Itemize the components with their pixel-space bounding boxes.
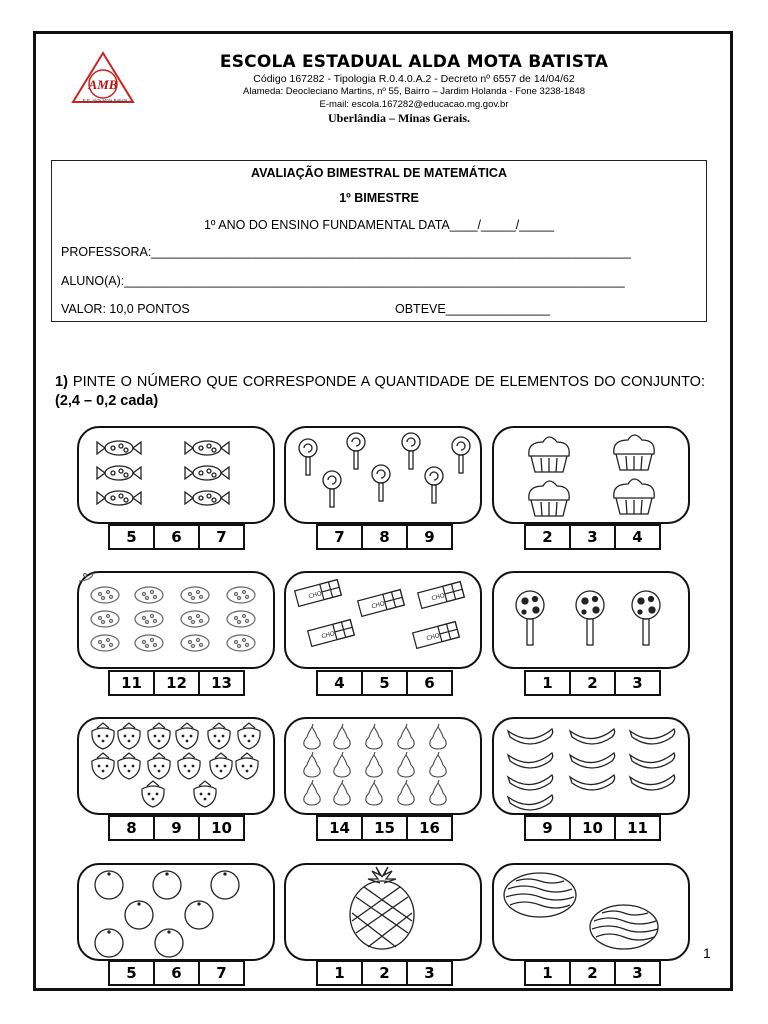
exam-title: AVALIAÇÃO BIMESTRAL DE MATEMÁTICA bbox=[250, 166, 507, 180]
option-cell[interactable]: 5 bbox=[110, 962, 155, 984]
option-cell[interactable]: 7 bbox=[216, 964, 227, 982]
options-set-1 bbox=[108, 524, 245, 550]
option-cell[interactable]: 1 bbox=[526, 962, 571, 984]
svg-text:CHO: CHO bbox=[320, 630, 336, 641]
option-cell[interactable]: 7 bbox=[318, 526, 363, 548]
school-email-line: E-mail: escola.167282@educacao.mg.gov.br bbox=[319, 99, 509, 110]
school-code-line: Código 167282 - Tipologia R.0.4.0.A.2 - Decreto nº 6557 de 14/04/62 bbox=[253, 73, 575, 85]
options-set-2 bbox=[316, 524, 453, 550]
svg-text:CHO: CHO bbox=[370, 600, 386, 611]
set-watermelons bbox=[492, 863, 690, 961]
options-set-3 bbox=[524, 524, 661, 550]
option-cell[interactable]: 7 bbox=[216, 528, 227, 546]
set-candies bbox=[77, 426, 275, 524]
question-number: 1) bbox=[55, 374, 68, 390]
option-cell[interactable]: 9 bbox=[155, 817, 200, 839]
option-cell[interactable]: 8 bbox=[363, 526, 408, 548]
set-round-lollipops bbox=[492, 571, 690, 669]
option-cell[interactable]: 3 bbox=[424, 964, 435, 982]
option-cell[interactable]: 10 bbox=[571, 817, 616, 839]
school-city-line: Uberlândia – Minas Gerais. bbox=[327, 111, 470, 125]
set-oranges bbox=[77, 863, 275, 961]
option-cell[interactable]: 15 bbox=[363, 817, 408, 839]
teacher-field[interactable]: PROFESSORA:_____________________________________________________________________ bbox=[61, 245, 631, 259]
option-cell[interactable]: 16 bbox=[419, 819, 440, 837]
svg-text:CHO: CHO bbox=[425, 632, 441, 643]
svg-text:AMB: AMB bbox=[88, 77, 118, 92]
option-cell[interactable]: 4 bbox=[318, 672, 363, 694]
school-address-line: Alameda: Deocleciano Martins, nº 55, Bairro – Jardim Holanda - Fone 3238-1848 bbox=[243, 86, 585, 97]
option-cell[interactable]: 5 bbox=[110, 526, 155, 548]
question-points: (2,4 – 0,2 cada) bbox=[55, 393, 159, 409]
student-field[interactable]: ALUNO(A):________________________________________________________________________ bbox=[61, 274, 625, 288]
options-set-12 bbox=[524, 960, 661, 986]
option-cell[interactable]: 10 bbox=[211, 819, 232, 837]
options-set-5 bbox=[316, 670, 453, 696]
option-cell[interactable]: 1 bbox=[526, 672, 571, 694]
option-cell[interactable]: 11 bbox=[627, 819, 648, 837]
option-cell[interactable]: 13 bbox=[211, 674, 232, 692]
options-set-11 bbox=[316, 960, 453, 986]
set-cookies bbox=[77, 571, 275, 669]
svg-text:CHO: CHO bbox=[307, 590, 323, 601]
option-cell[interactable]: 2 bbox=[571, 962, 616, 984]
school-name: ESCOLA ESTADUAL ALDA MOTA BATISTA bbox=[219, 52, 609, 72]
options-set-9 bbox=[524, 815, 661, 841]
option-cell[interactable]: 6 bbox=[424, 674, 435, 692]
option-cell[interactable]: 1 bbox=[318, 962, 363, 984]
question-1 bbox=[55, 373, 705, 411]
options-set-8 bbox=[316, 815, 453, 841]
question-text: PINTE O NÚMERO QUE CORRESPONDE A QUANTIDADE DE ELEMENTOS DO CONJUNTO: bbox=[67, 374, 705, 390]
page-number: 1 bbox=[703, 945, 711, 961]
option-cell[interactable]: 2 bbox=[526, 526, 571, 548]
svg-text:CHO: CHO bbox=[430, 592, 446, 603]
option-cell[interactable]: 2 bbox=[571, 672, 616, 694]
set-strawberries bbox=[77, 717, 275, 815]
options-set-10 bbox=[108, 960, 245, 986]
option-cell[interactable]: 6 bbox=[155, 962, 200, 984]
option-cell[interactable]: 8 bbox=[110, 817, 155, 839]
option-cell[interactable]: 3 bbox=[632, 674, 643, 692]
logo-caption: E.E. Alda Mota Batista bbox=[82, 98, 128, 103]
set-bananas bbox=[492, 717, 690, 815]
exam-grade-date-line[interactable]: 1º ANO DO ENSINO FUNDAMENTAL DATA____/_____/_____ bbox=[203, 218, 555, 232]
option-cell[interactable]: 2 bbox=[363, 962, 408, 984]
option-cell[interactable]: 6 bbox=[155, 526, 200, 548]
options-set-4 bbox=[108, 670, 245, 696]
exam-header-box bbox=[51, 160, 707, 322]
option-cell[interactable]: 4 bbox=[632, 528, 643, 546]
option-cell[interactable]: 11 bbox=[110, 672, 155, 694]
set-chocolate-bars bbox=[284, 571, 482, 669]
option-cell[interactable]: 5 bbox=[363, 672, 408, 694]
set-pineapple bbox=[284, 863, 482, 961]
option-cell[interactable]: 14 bbox=[318, 817, 363, 839]
options-set-7 bbox=[108, 815, 245, 841]
set-lollipops bbox=[284, 426, 482, 524]
option-cell[interactable]: 9 bbox=[424, 528, 435, 546]
options-set-6 bbox=[524, 670, 661, 696]
exam-value: VALOR: 10,0 PONTOS bbox=[61, 302, 190, 316]
obtained-field[interactable]: OBTEVE_______________ bbox=[395, 302, 550, 316]
set-pears bbox=[284, 717, 482, 815]
set-cupcakes bbox=[492, 426, 690, 524]
option-cell[interactable]: 3 bbox=[632, 964, 643, 982]
exam-bimester: 1º BIMESTRE bbox=[339, 191, 419, 205]
option-cell[interactable]: 3 bbox=[571, 526, 616, 548]
option-cell[interactable]: 9 bbox=[526, 817, 571, 839]
option-cell[interactable]: 12 bbox=[155, 672, 200, 694]
